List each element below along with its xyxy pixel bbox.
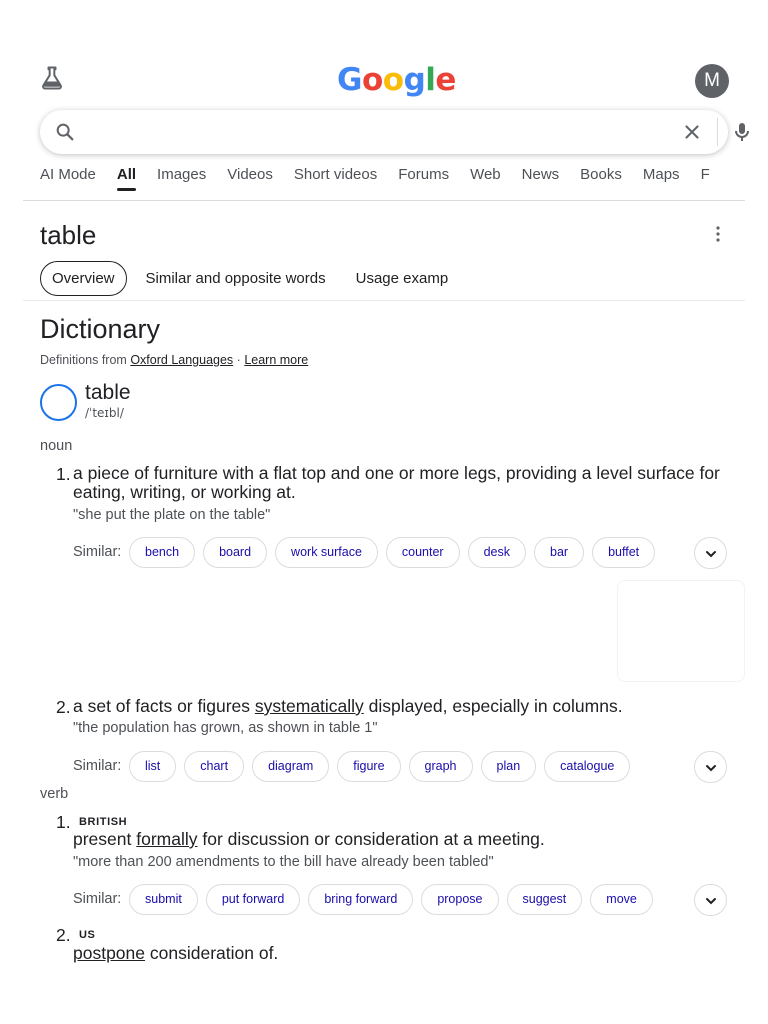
google-logo[interactable]: [337, 62, 456, 98]
similar-label: Similar:: [73, 544, 122, 560]
similar-word-chip[interactable]: put forward: [206, 884, 301, 915]
definition-text: a piece of furniture with a flat top and one or more legs, providing a level surface for eating, writing, or working at.: [73, 463, 720, 502]
sense-number: 2.: [56, 925, 71, 945]
tabs-divider: [23, 200, 745, 201]
definitions-source: [40, 353, 308, 367]
part-of-speech-noun: noun: [40, 438, 73, 454]
similar-word-chip[interactable]: list: [129, 751, 176, 782]
headword: table: [85, 381, 131, 404]
example-sentence: "more than 200 amendments to the bill have already been tabled": [73, 854, 494, 870]
google-logo-text: [337, 62, 456, 98]
tab-images[interactable]: Images: [157, 166, 207, 183]
pronunciation-play-button[interactable]: [40, 384, 77, 421]
search-tabs: [40, 166, 768, 200]
logo-letter: l: [425, 62, 436, 98]
example-sentence: "she put the plate on the table": [73, 507, 271, 523]
register-label: BRITISH: [79, 816, 128, 828]
similar-chips: [129, 884, 689, 916]
tab-books[interactable]: Books: [580, 166, 622, 183]
similar-chips: [129, 751, 689, 783]
voice-search-icon[interactable]: [730, 120, 754, 144]
search-icon[interactable]: [54, 121, 76, 143]
more-options-icon[interactable]: [708, 222, 728, 246]
similar-word-chip[interactable]: bar: [534, 537, 584, 568]
expand-similar-button[interactable]: [694, 884, 727, 916]
tab-news[interactable]: News: [521, 166, 560, 183]
similar-word-chip[interactable]: bench: [129, 537, 195, 568]
definition-text: [73, 830, 743, 849]
source-prefix: Definitions from: [40, 353, 127, 367]
sense-number: 1.: [56, 812, 71, 832]
similar-word-chip[interactable]: counter: [386, 537, 460, 568]
top-bar: [0, 56, 768, 104]
logo-letter: o: [361, 62, 383, 98]
definition-word-link[interactable]: formally: [136, 829, 198, 849]
tab-ai-mode[interactable]: AI Mode: [40, 166, 96, 183]
similar-words-row: [73, 884, 729, 916]
similar-word-chip[interactable]: propose: [421, 884, 498, 915]
sense-number: 2.: [56, 697, 71, 717]
similar-word-chip[interactable]: move: [590, 884, 653, 915]
definition-word-link[interactable]: postpone: [73, 943, 146, 963]
similar-word-chip[interactable]: submit: [129, 884, 198, 915]
search-divider: [717, 118, 718, 146]
similar-word-chip[interactable]: diagram: [252, 751, 329, 782]
part-of-speech-verb: verb: [40, 786, 69, 802]
definition-part: a set of facts or figures: [73, 696, 255, 716]
subtab-overview[interactable]: Overview: [40, 261, 127, 296]
source-separator: ·: [236, 353, 241, 367]
chevron-down-icon: [704, 547, 718, 561]
chevron-down-icon: [704, 894, 718, 908]
tab-all[interactable]: All: [117, 166, 136, 191]
definition-part: consideration of.: [145, 943, 279, 963]
similar-word-chip[interactable]: plan: [481, 751, 537, 782]
logo-letter: G: [337, 62, 362, 98]
clear-search-icon[interactable]: [681, 121, 703, 143]
similar-word-chip[interactable]: chart: [184, 751, 244, 782]
similar-word-chip[interactable]: figure: [337, 751, 400, 782]
account-avatar[interactable]: M: [695, 64, 729, 98]
similar-word-chip[interactable]: board: [203, 537, 267, 568]
learn-more-link[interactable]: Learn more: [244, 353, 309, 367]
subtab-similar-and-opposite-words[interactable]: Similar and opposite words: [145, 270, 326, 287]
register-label: US: [79, 929, 96, 941]
similar-word-chip[interactable]: desk: [468, 537, 526, 568]
logo-letter: o: [382, 62, 404, 98]
labs-flask-icon[interactable]: [38, 64, 66, 92]
tab-web[interactable]: Web: [470, 166, 501, 183]
definition-word-link[interactable]: systematically: [254, 696, 364, 716]
tab-forums[interactable]: Forums: [398, 166, 450, 183]
example-sentence: "the population has grown, as shown in table 1": [73, 720, 378, 736]
logo-letter: g: [403, 62, 426, 98]
similar-words-row: [73, 537, 729, 569]
definition-part: for discussion or consideration at a meeting.: [197, 829, 545, 849]
pronunciation-text: /ˈteɪbl/: [85, 406, 124, 420]
query-word-heading: table: [40, 220, 97, 250]
definition-text: [73, 944, 743, 963]
dictionary-heading: Dictionary: [40, 314, 161, 344]
similar-chips: [129, 537, 689, 569]
expand-similar-button[interactable]: [694, 751, 727, 783]
similar-word-chip[interactable]: bring forward: [308, 884, 413, 915]
tab-videos[interactable]: Videos: [227, 166, 273, 183]
dictionary-subtabs: [40, 261, 454, 297]
subtab-usage-examp[interactable]: Usage examp: [355, 270, 449, 287]
definition-part: present: [73, 829, 137, 849]
similar-word-chip[interactable]: graph: [409, 751, 473, 782]
sense-number: 1.: [56, 464, 71, 484]
tab-f[interactable]: F: [700, 166, 710, 183]
similar-word-chip[interactable]: catalogue: [544, 751, 630, 782]
definition-part: displayed, especially in columns.: [363, 696, 623, 716]
similar-word-chip[interactable]: buffet: [592, 537, 655, 568]
similar-word-chip[interactable]: suggest: [507, 884, 583, 915]
definition-text: [73, 697, 743, 716]
similar-label: Similar:: [73, 891, 122, 907]
logo-letter: e: [435, 62, 456, 98]
tab-short-videos[interactable]: Short videos: [293, 166, 378, 183]
tab-maps[interactable]: Maps: [642, 166, 680, 183]
chevron-down-icon: [704, 761, 718, 775]
similar-word-chip[interactable]: work surface: [275, 537, 378, 568]
similar-label: Similar:: [73, 758, 122, 774]
expand-similar-button[interactable]: [694, 537, 727, 569]
similar-words-row: [73, 751, 729, 783]
subtabs-divider: [23, 300, 745, 301]
image-placeholder: [617, 580, 745, 682]
search-box[interactable]: [40, 110, 728, 154]
oxford-languages-link[interactable]: Oxford Languages: [130, 353, 234, 367]
